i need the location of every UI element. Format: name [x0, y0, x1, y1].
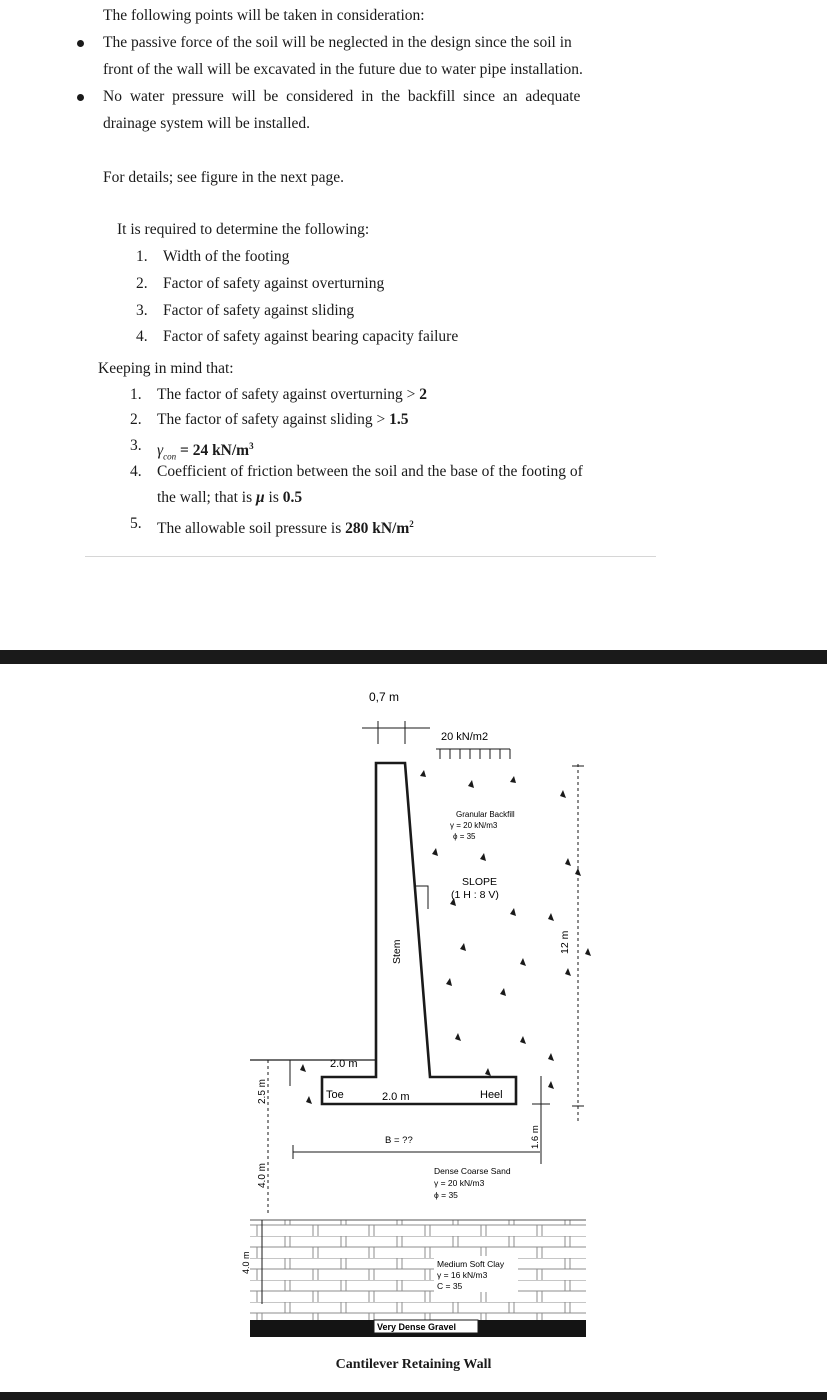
- intro-heading: The following points will be taken in consideration:: [103, 7, 425, 24]
- clay-gamma: γ = 16 kN/m3: [437, 1270, 488, 1280]
- required-item-number: 1.: [136, 248, 148, 265]
- retaining-wall-figure: [0, 664, 827, 1384]
- height-label: 12 m: [559, 930, 571, 954]
- sand-title: Dense Coarse Sand: [434, 1166, 511, 1176]
- sand-gamma: γ = 20 kN/m3: [434, 1178, 485, 1188]
- base-width-label: B = ??: [385, 1135, 413, 1146]
- left-upper-dimension: 2.5 m: [257, 1078, 268, 1104]
- stem-bottom-width-label: 2.0 m: [382, 1091, 410, 1103]
- keeping-item-number: 5.: [130, 515, 142, 532]
- sand-phi: ϕ = 35: [434, 1190, 458, 1200]
- keeping-item-gamma: $\gamma_{con} = 24$ $kN/m^3$: [157, 441, 254, 462]
- clay-layer: [250, 1220, 586, 1320]
- keeping-item: The factor of safety against sliding > 1.5: [157, 411, 409, 428]
- figure-caption: Cantilever Retaining Wall: [335, 1357, 492, 1372]
- keeping-item: The factor of safety against overturning > 2: [157, 386, 427, 403]
- keeping-item: The allowable soil pressure is 280 $kN/m^2$: [157, 519, 414, 538]
- details-note: For details; see figure in the next page.: [103, 169, 345, 186]
- required-item: Factor of safety against overturning: [163, 275, 385, 292]
- stem-top-width-label: 0,7 m: [369, 690, 400, 704]
- keeping-heading: Keeping in mind that:: [98, 360, 234, 377]
- keeping-item: Coefficient of friction between the soil and the base of the footing of: [157, 463, 583, 480]
- left-lower-dimension: 4.0 m: [241, 1251, 251, 1274]
- base-thickness-label: 1.6 m: [530, 1125, 541, 1149]
- keeping-item-number: 1.: [130, 386, 142, 403]
- keeping-item-number: 4.: [130, 463, 142, 480]
- bullet1-line1: The passive force of the soil will be neglected in the design since the soil in: [103, 34, 572, 51]
- required-item: Factor of safety against bearing capacity failure: [163, 328, 459, 345]
- heel-label: Heel: [480, 1089, 503, 1101]
- backfill-title: Granular Backfill: [456, 810, 515, 819]
- slope-ratio: (1 H : 8 V): [451, 889, 499, 901]
- keeping-item-continued: the wall; that is μ is 0.5: [157, 489, 303, 506]
- backfill-gamma: γ = 20 kN/m3: [450, 821, 498, 830]
- toe-label: Toe: [326, 1089, 344, 1101]
- required-item: Width of the footing: [163, 248, 290, 265]
- required-heading: It is required to determine the following:: [117, 221, 370, 238]
- slope-label: SLOPE: [462, 876, 498, 888]
- backfill-phi: ϕ = 35: [453, 832, 476, 841]
- required-item-number: 3.: [136, 302, 148, 319]
- bullet2-line2: drainage system will be installed.: [103, 115, 311, 132]
- backfill-aggregate: [300, 770, 591, 1104]
- page-break-band: [0, 650, 827, 664]
- gravel-label: Very Dense Gravel: [377, 1322, 457, 1332]
- required-item: Factor of safety against sliding: [163, 302, 355, 319]
- divider-rule: [85, 556, 656, 557]
- clay-cohesion: C = 35: [437, 1281, 463, 1291]
- surcharge-arrows: [436, 749, 510, 759]
- surcharge-label: 20 kN/m2: [441, 731, 489, 743]
- toe-top-width-label: 2.0 m: [330, 1058, 358, 1070]
- keeping-item-number: 2.: [130, 411, 142, 428]
- bullet2-line1: No water pressure will be considered in the backfill since an adequate: [103, 88, 581, 105]
- clay-title: Medium Soft Clay: [437, 1259, 505, 1269]
- bullet-dot: [77, 94, 84, 101]
- keeping-item-number: 3.: [130, 437, 142, 454]
- bullet-dot: [77, 40, 84, 47]
- left-middle-dimension: 4.0 m: [257, 1162, 268, 1188]
- bullet1-line2: front of the wall will be excavated in the future due to water pipe installation.: [103, 61, 583, 78]
- stem-label: Stem: [391, 939, 403, 964]
- page-break-band: [0, 1392, 827, 1400]
- required-item-number: 2.: [136, 275, 148, 292]
- required-item-number: 4.: [136, 328, 148, 345]
